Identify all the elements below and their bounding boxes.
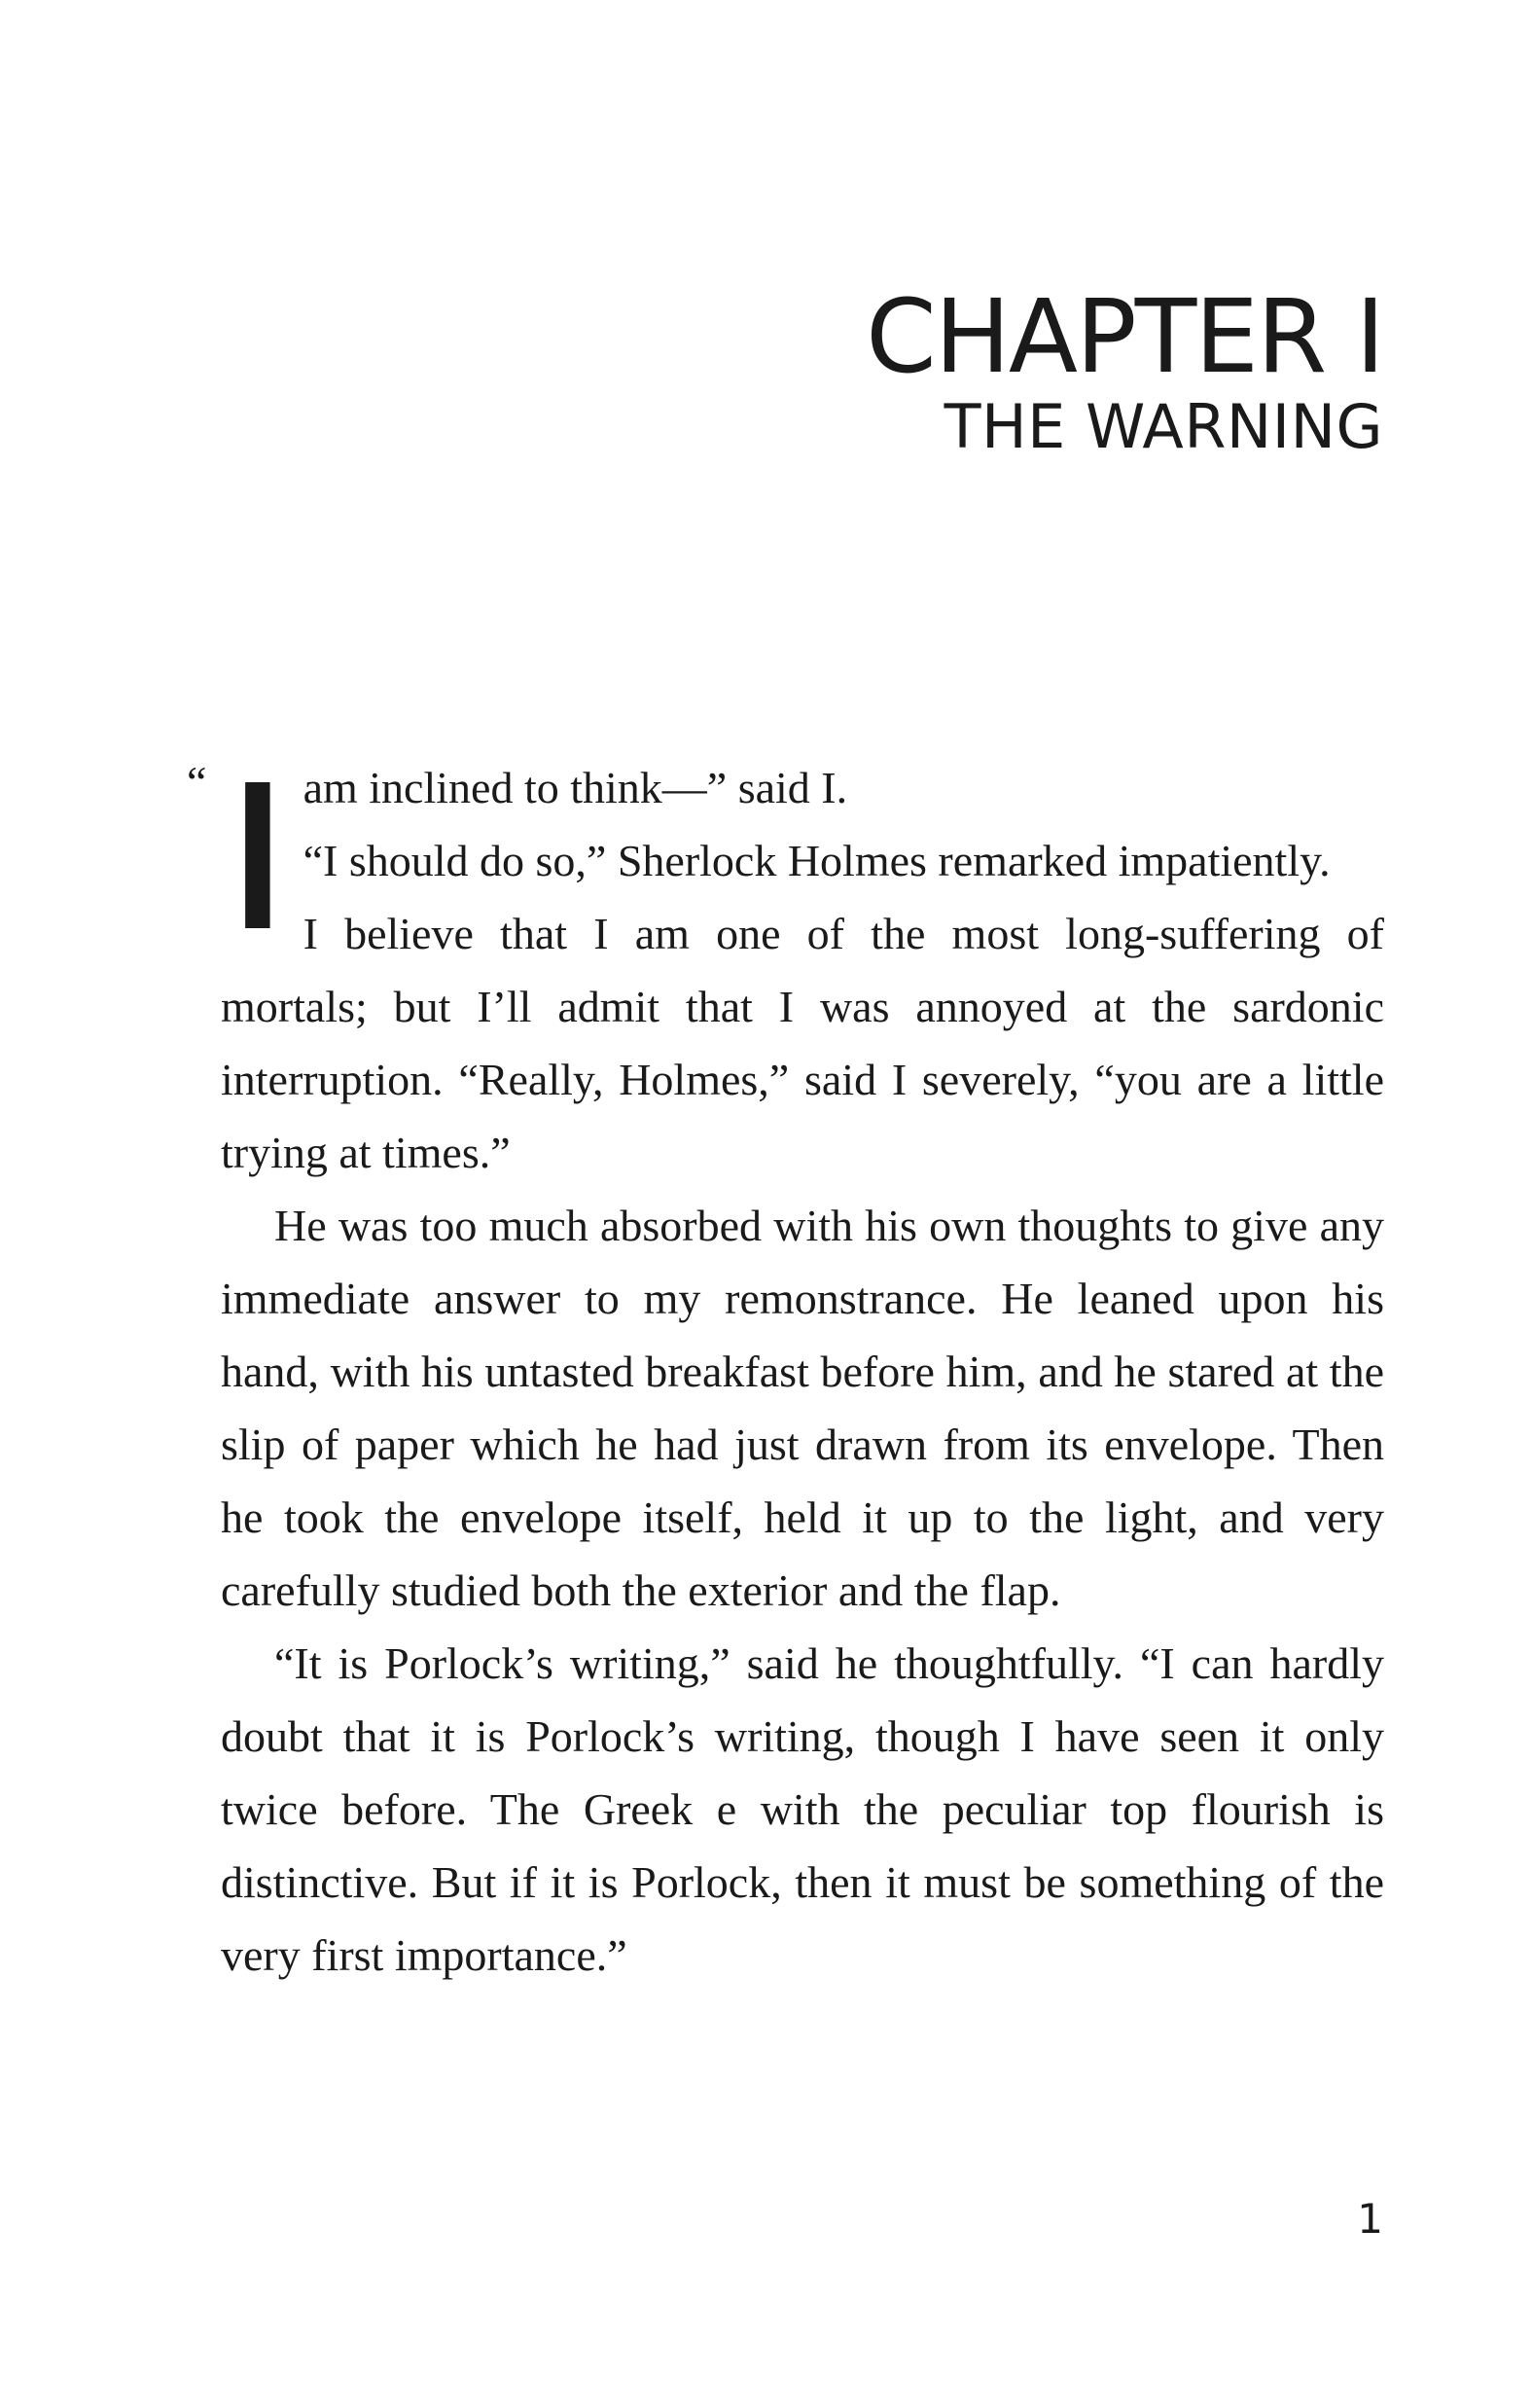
chapter-heading (866, 277, 1383, 464)
chapter-number: CHAPTER I (866, 277, 1383, 396)
paragraph-3: I believe that I am one of the most long-suffering of mortals; but I’ll admit that I was annoyed at the sardonic interruption. “Really, Holmes,” said I severely, “you are a little trying at times.” (221, 909, 1384, 1177)
paragraph-4: He was too much absorbed with his own thoughts to give any immediate answer to my remonstrance. He leaned upon his hand, with his untasted breakfast before him, and he stared at the slip of paper which he had just drawn from its envelope. Then he took the envelope itself, held it up to the light, and very carefully studied both the exterior and the flap. (221, 1201, 1384, 1615)
paragraph-2: “I should do so,” Sherlock Holmes remarked impatiently. (303, 836, 1331, 885)
page-number: 1 (1357, 2195, 1383, 2243)
chapter-title: THE WARNING (944, 391, 1383, 463)
paragraph-1-text: am inclined to think—” said I. (303, 763, 848, 812)
opening-quote: “ (187, 757, 207, 807)
drop-cap: I (221, 737, 295, 974)
chapter-body (187, 737, 1384, 1992)
paragraph-5: “It is Porlock’s writing,” said he thoughtfully. “I can hardly doubt that it is Porlock’s writing, though I have seen it only twice before. The Greek e with the peculiar top flourish is distinctive. But if it is Porlock, then it must be something of the very first importance.” (221, 1638, 1384, 1980)
